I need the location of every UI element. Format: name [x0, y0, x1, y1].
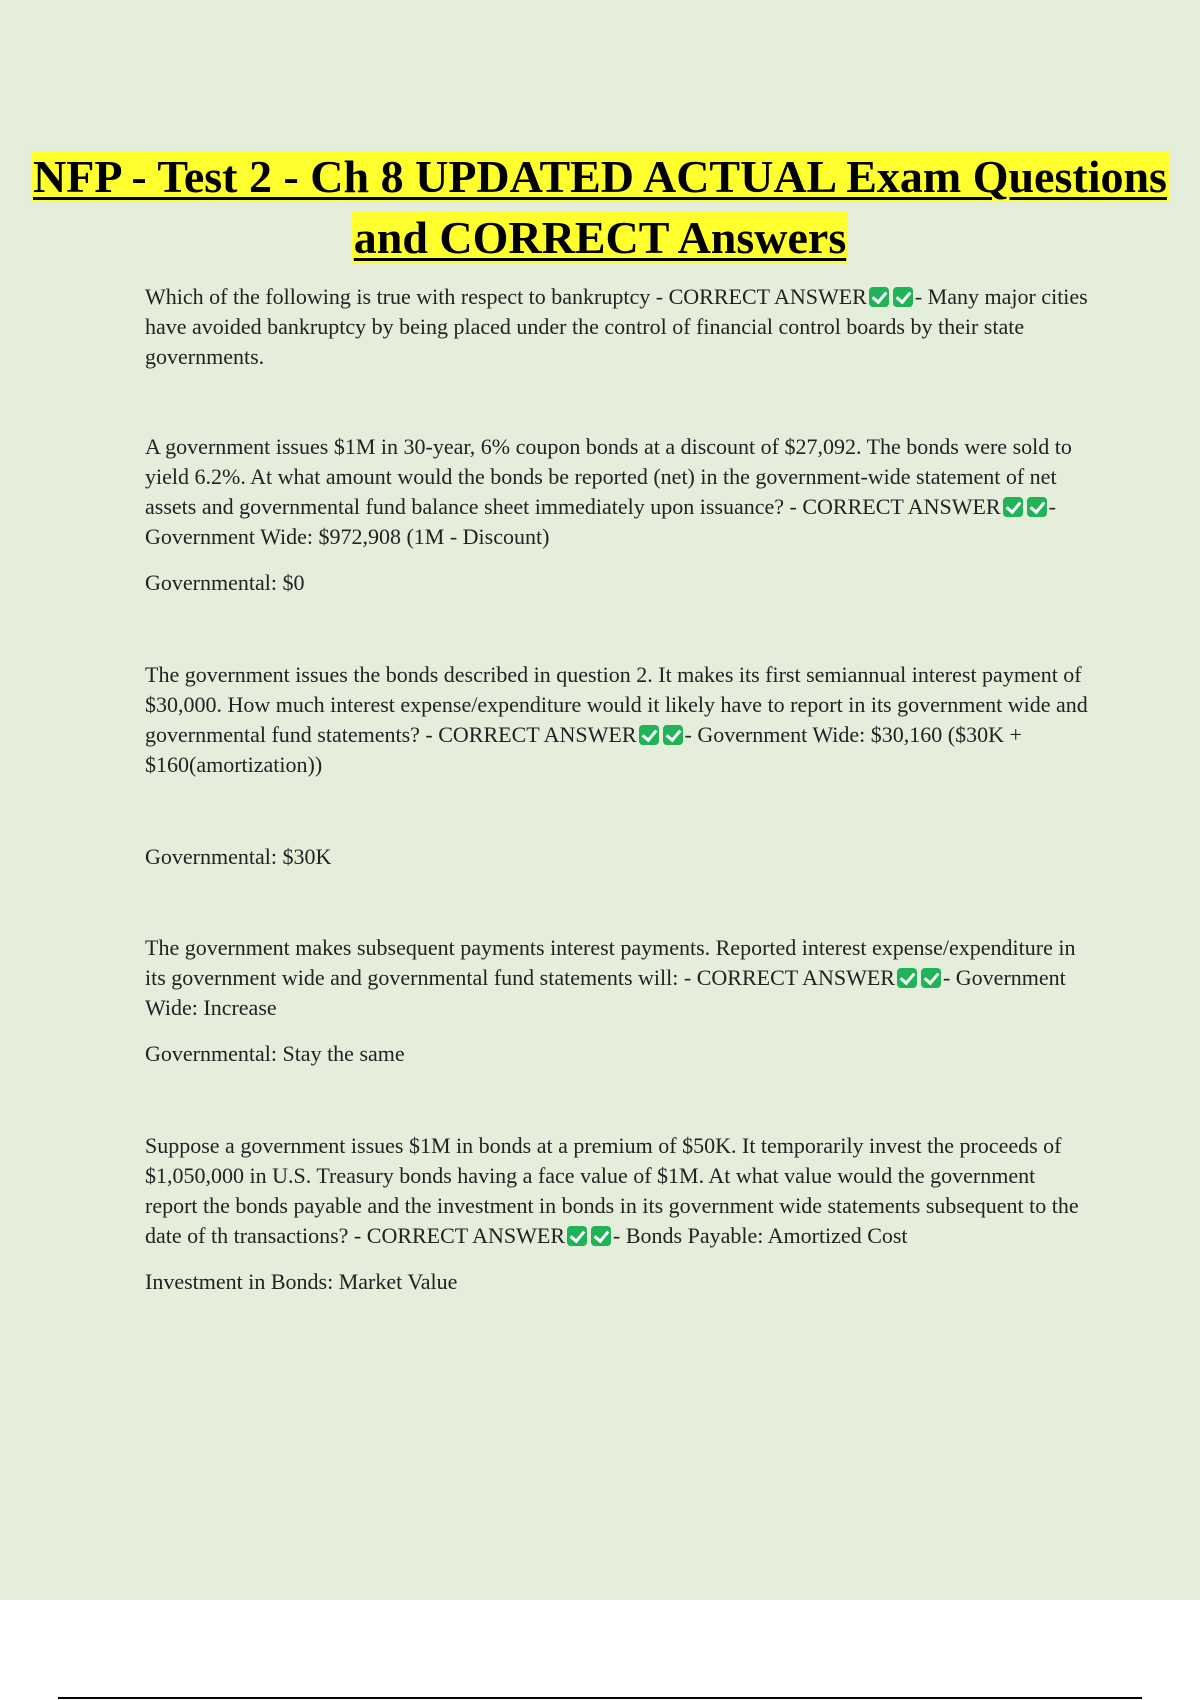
check-mark-icon	[639, 725, 659, 745]
answer-extra-line: Governmental: $30K	[145, 844, 332, 869]
question-text: A government issues $1M in 30-year, 6% coupon bonds at a discount of $27,092. The bonds were sold to yield 6.2%. At what amount would the bonds be reported (net) in the government-wide statement of net assets and governmental fund balance sheet immediately upon issuance? -	[145, 434, 1072, 519]
answer-text: - Government Wide: $972,908 (1M - Discount)	[145, 494, 1056, 549]
answer-label: CORRECT ANSWER	[696, 965, 895, 990]
qa-item	[145, 933, 1090, 1023]
qa-item	[145, 432, 1090, 552]
check-mark-icon	[1027, 497, 1047, 517]
question-text: Which of the following is true with respect to bankruptcy -	[145, 284, 669, 309]
qa-item	[145, 1131, 1090, 1251]
footer-divider	[58, 1697, 1142, 1699]
check-mark-icon	[921, 968, 941, 988]
answer-text: - Government Wide: Increase	[145, 965, 1066, 1020]
check-mark-icon	[893, 287, 913, 307]
answer-label: CORRECT ANSWER	[668, 284, 867, 309]
question-text: The government issues the bonds described in question 2. It makes its first semiannual interest payment of $30,000. How much interest expense/expenditure would it likely have to report in its government wide and governmental fund statements? -	[145, 662, 1088, 747]
answer-text: - Government Wide: $30,160 ($30K + $160(amortization))	[145, 722, 1022, 777]
qa-item	[145, 660, 1090, 780]
answer-extra-line: Investment in Bonds: Market Value	[145, 1269, 458, 1294]
check-mark-icon	[567, 1226, 587, 1246]
answer-extra-line: Governmental: $0	[145, 570, 305, 595]
check-mark-icon	[897, 968, 917, 988]
document-title: NFP - Test 2 - Ch 8 UPDATED ACTUAL Exam Questions and CORRECT Answers	[33, 151, 1167, 263]
answer-label: CORRECT ANSWER	[802, 494, 1001, 519]
check-mark-icon	[869, 287, 889, 307]
answer-label: CORRECT ANSWER	[366, 1223, 566, 1248]
qa-content	[145, 282, 1090, 1297]
question-text: Suppose a government issues $1M in bonds at a premium of $50K. It temporarily invest the proceeds of $1,050,000 in U.S. Treasury bonds having a face value of $1M. At what value would the government report the bonds payable and the investment in bonds in its government wide statements subsequent to the date of th transactions? -	[145, 1133, 1079, 1248]
qa-item	[145, 282, 1090, 372]
question-text: The government makes subsequent payments interest payments. Reported interest expense/expenditure in its government wide and governmental fund statements will: -	[145, 935, 1076, 990]
check-mark-icon	[663, 725, 683, 745]
check-mark-icon	[591, 1226, 611, 1246]
title-block	[0, 146, 1200, 268]
check-mark-icon	[1003, 497, 1023, 517]
answer-label: CORRECT ANSWER	[438, 722, 637, 747]
answer-extra-line: Governmental: Stay the same	[145, 1041, 405, 1066]
answer-text: - Bonds Payable: Amortized Cost	[613, 1223, 908, 1248]
answer-text: - Many major cities have avoided bankruptcy by being placed under the control of financial control boards by their state governments.	[145, 284, 1088, 369]
